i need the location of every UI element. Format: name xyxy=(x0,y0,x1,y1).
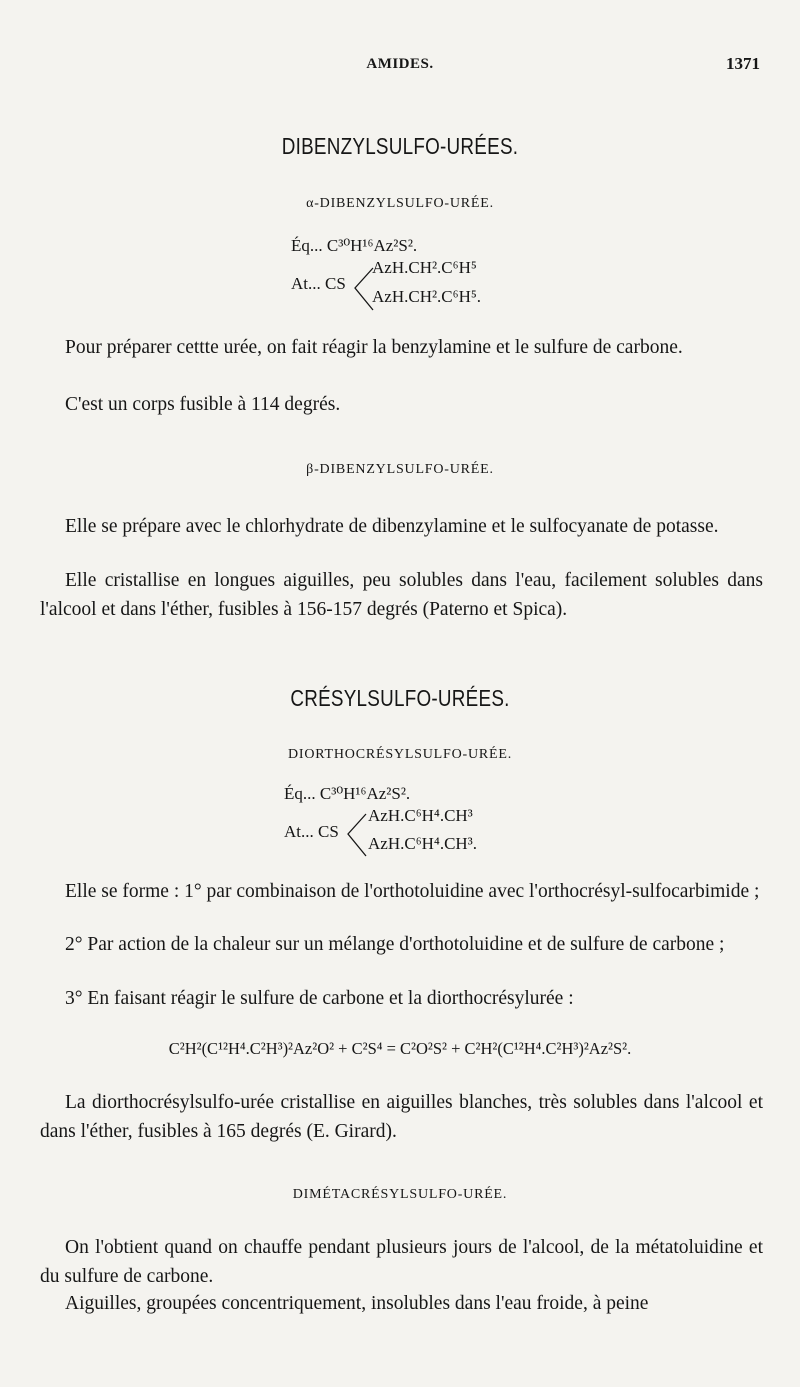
formula-eq-diortho xyxy=(284,784,410,804)
section-title-dibenzylsulfo-urees: DIBENZYLSULFO-URÉES. xyxy=(281,133,519,159)
paragraph: On l'obtient quand on chauffe pendant plusieurs jours de l'alcool, de la métatoluidine et du sulfure de carbone. xyxy=(40,1237,763,1287)
subsection-title-alpha: α-DIBENZYLSULFO-URÉE. xyxy=(306,196,494,211)
running-head-title: AMIDES. xyxy=(366,56,434,72)
formula-at-top-diortho: AzH.C⁶H⁴.CH³ xyxy=(368,806,473,825)
paragraph: C'est un corps fusible à 114 degrés. xyxy=(65,394,341,415)
paragraph: Aiguilles, groupées concentriquement, insolubles dans l'eau froide, à peine xyxy=(65,1293,649,1314)
section-title-cresylsulfo-urees: CRÉSYLSULFO-URÉES. xyxy=(290,685,510,711)
formula-at-label-diortho: At... CS xyxy=(284,822,339,841)
running-head xyxy=(0,54,800,80)
paragraph: Elle se forme : 1° par combinaison de l'orthotoluidine avec l'orthocrésyl-sulfocarbimide ; xyxy=(65,881,760,902)
paragraph: 3° En faisant réagir le sulfure de carbone et la diorthocrésylurée : xyxy=(65,988,574,1009)
formula-eq-value: C³⁰H¹⁶Az²S². xyxy=(326,236,418,255)
formula-eq-value: C³⁰H¹⁶Az²S². xyxy=(319,784,411,803)
formula-eq-alpha xyxy=(291,236,417,256)
formula-eq-label: Éq... xyxy=(284,784,320,803)
reaction-equation: C²H²(C¹²H⁴.C²H³)²Az²O² + C²S⁴ = C²O²S² + C²H²(C¹²H⁴.C²H³)²Az²S². xyxy=(168,1039,632,1058)
formula-at-bottom-alpha: AzH.CH².C⁶H⁵. xyxy=(372,287,482,306)
formula-eq-label: Éq... xyxy=(291,236,327,255)
subsection-title-diortho: DIORTHOCRÉSYLSULFO-URÉE. xyxy=(287,747,513,762)
formula-at-top-alpha: AzH.CH².C⁶H⁵ xyxy=(372,258,477,277)
paragraph: 2° Par action de la chaleur sur un mélange d'orthotoluidine et de sulfure de carbone ; xyxy=(65,934,725,955)
subsection-title-beta: β-DIBENZYLSULFO-URÉE. xyxy=(306,462,494,477)
bracket-alpha xyxy=(352,266,374,314)
formula-at-bottom-diortho: AzH.C⁶H⁴.CH³. xyxy=(368,834,478,853)
subsection-title-dimeta: DIMÉTACRÉSYLSULFO-URÉE. xyxy=(292,1187,508,1202)
paragraph: Elle se prépare avec le chlorhydrate de dibenzylamine et le sulfocyanate de potasse. xyxy=(65,516,719,537)
page-number: 1371 xyxy=(726,54,760,73)
paragraph: Elle cristallise en longues aiguilles, peu solubles dans l'eau, facilement solubles dans l'alcool et dans l'éther, fusibles à 156-157 degrés (Paterno et Spica). xyxy=(40,570,763,620)
paragraph: Pour préparer cettte urée, on fait réagir la benzylamine et le sulfure de carbone. xyxy=(65,337,683,358)
paragraph: La diorthocrésylsulfo-urée cristallise en aiguilles blanches, très solubles dans l'alcool et dans l'éther, fusibles à 165 degrés (E. Girard). xyxy=(40,1092,763,1142)
bracket-diortho xyxy=(345,812,367,860)
formula-at-label-alpha: At... CS xyxy=(291,274,346,293)
